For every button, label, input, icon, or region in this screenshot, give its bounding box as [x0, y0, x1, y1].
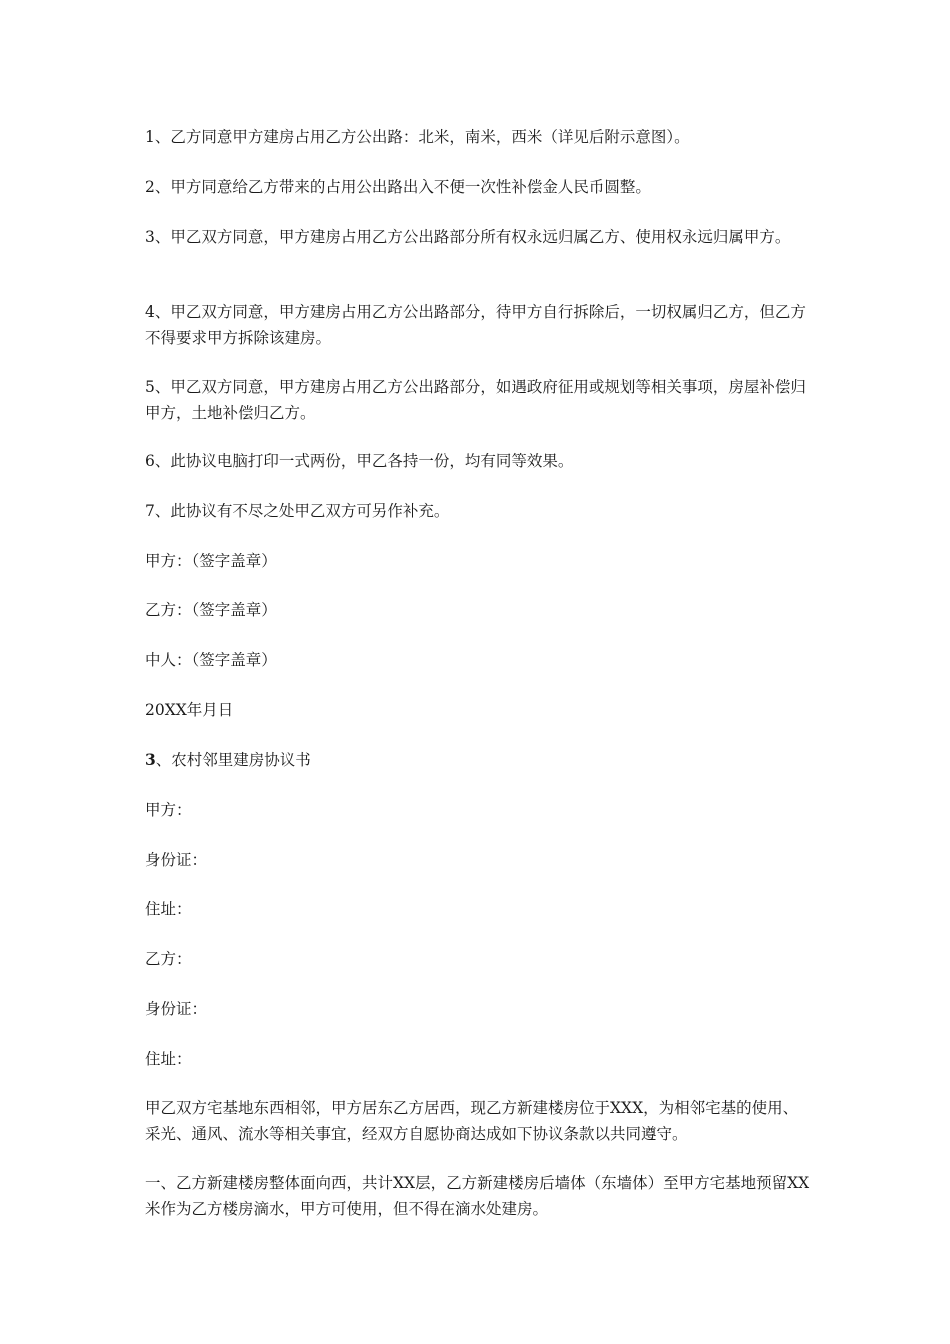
field-id-b: 身份证： — [145, 1000, 208, 1018]
clause-5: 5、甲乙双方同意，甲方建房占用乙方公出路部分，如遇政府征用或规划等相关事项，房屋补偿归甲方，土地补偿归乙方。 — [145, 378, 806, 422]
clause-7: 7、此协议有不尽之处甲乙双方可另作补充。 — [145, 502, 450, 520]
section-title: 、农村邻里建房协议书 — [155, 751, 311, 769]
signature-middleman: 中人：（签字盖章） — [145, 651, 277, 669]
clause-6: 6、此协议电脑打印一式两份，甲乙各持一份，均有同等效果。 — [145, 452, 574, 470]
clause-4: 4、甲乙双方同意，甲方建房占用乙方公出路部分，待甲方自行拆除后，一切权属归乙方，但乙方不得要求甲方拆除该建房。 — [145, 303, 806, 347]
field-address-a: 住址： — [145, 900, 192, 918]
signature-party-a: 甲方：（签字盖章） — [145, 552, 277, 570]
clause-3: 3、甲乙双方同意，甲方建房占用乙方公出路部分所有权永远归属乙方、使用权永远归属甲方。 — [145, 228, 791, 246]
article-1: 一、乙方新建楼房整体面向西，共计XX层，乙方新建楼房后墙体（东墙体）至甲方宅基地预留XX米作为乙方楼房滴水，甲方可使用，但不得在滴水处建房。 — [145, 1174, 810, 1218]
section-heading — [145, 747, 813, 773]
field-id-a: 身份证： — [145, 851, 208, 869]
intro-paragraph: 甲乙双方宅基地东西相邻，甲方居东乙方居西，现乙方新建楼房位于XXX，为相邻宅基的使用、采光、通风、流水等相关事宜，经双方自愿协商达成如下协议条款以共同遵守。 — [145, 1099, 799, 1143]
field-address-b: 住址： — [145, 1050, 192, 1068]
field-party-b: 乙方： — [145, 950, 192, 968]
signature-party-b: 乙方：（签字盖章） — [145, 601, 277, 619]
section-number: 3 — [145, 750, 156, 769]
field-party-a: 甲方： — [145, 801, 192, 819]
clause-1: 1、乙方同意甲方建房占用乙方公出路：北米，南米，西米（详见后附示意图）。 — [145, 128, 690, 146]
agreement-date: 20XX年月日 — [145, 701, 234, 719]
clause-2: 2、甲方同意给乙方带来的占用公出路出入不便一次性补偿金人民币圆整。 — [145, 178, 651, 196]
